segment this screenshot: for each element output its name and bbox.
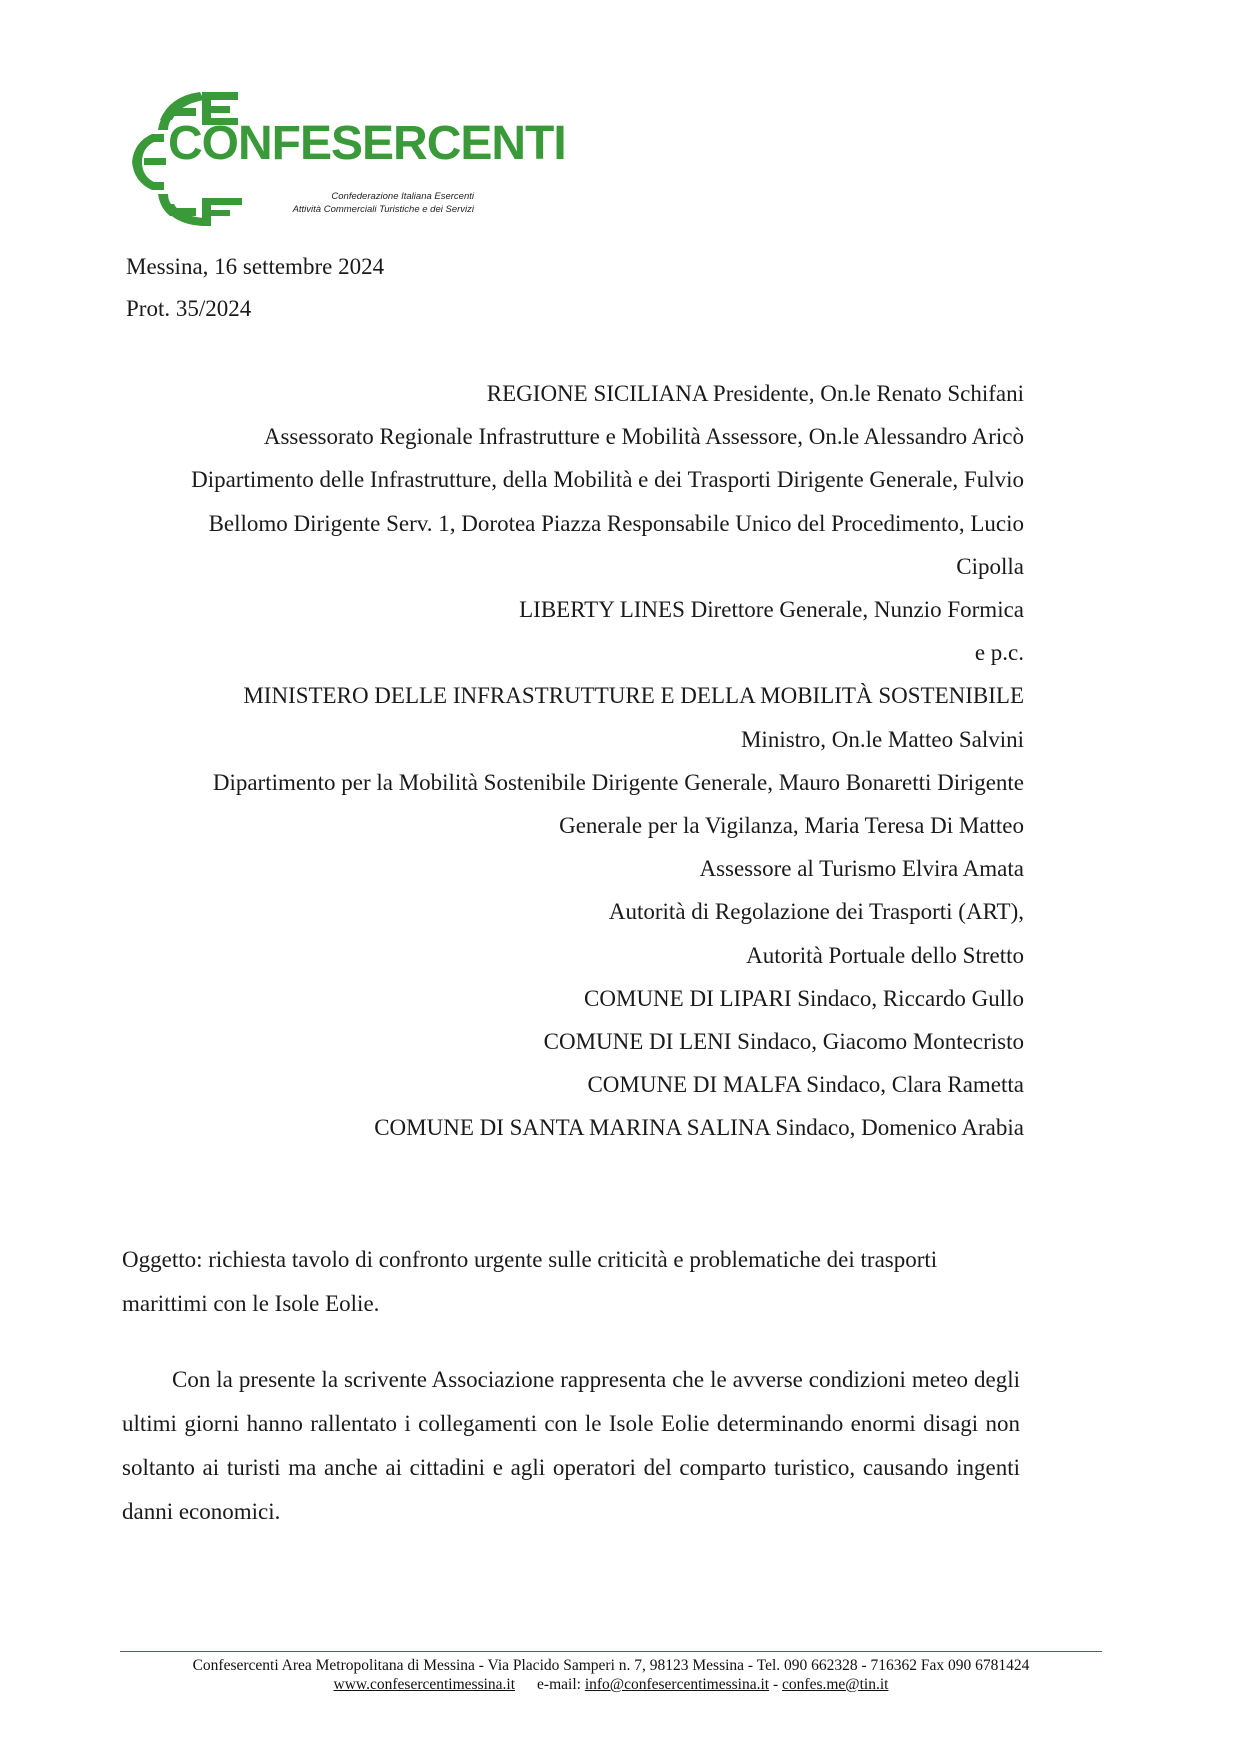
recipient-line: Ministro, On.le Matteo Salvini: [740, 726, 1024, 752]
recipient-line: COMUNE DI LENI Sindaco, Giacomo Montecristo: [543, 1029, 1024, 1055]
recipient-line: e p.c.: [974, 640, 1024, 666]
footer-address: Confesercenti Area Metropolitana di Messina - Via Placido Samperi n. 7, 98123 Messina - Tel. 090 662328 - 716362 Fax 090 6781424: [192, 1657, 1030, 1674]
recipient-line: COMUNE DI MALFA Sindaco, Clara Rametta: [587, 1072, 1024, 1098]
recipient-line: COMUNE DI LIPARI Sindaco, Riccardo Gullo: [584, 985, 1024, 1011]
email-separator: -: [773, 1676, 779, 1693]
recipient-line: Assessore al Turismo Elvira Amata: [699, 856, 1024, 882]
email-link-confes[interactable]: confes.me@tin.it: [782, 1676, 889, 1693]
recipient-line: Cipolla: [956, 553, 1024, 579]
recipient-line: Dipartimento per la Mobilità Sostenibile Dirigente Generale, Mauro Bonaretti Dirigente: [212, 769, 1024, 795]
letter-date: Messina, 16 settembre 2024: [126, 254, 385, 279]
email-link-info[interactable]: info@confesercentimessina.it: [584, 1676, 770, 1693]
letter-subject: Oggetto: richiesta tavolo di confronto urgente sulle criticità e problematiche dei trasporti marittimi con le Isole Eolie.: [122, 1247, 938, 1316]
recipient-line: Bellomo Dirigente Serv. 1, Dorotea Piazza Responsabile Unico del Procedimento, Lucio: [208, 510, 1024, 536]
recipient-line: Dipartimento delle Infrastrutture, della Mobilità e dei Trasporti Dirigente Generale, Fulvio: [191, 467, 1024, 493]
letter-header: [126, 246, 384, 330]
recipient-line: Autorità di Regolazione dei Trasporti (ART),: [608, 899, 1024, 925]
footer-divider: [120, 1651, 1102, 1652]
website-link[interactable]: www.confesercentimessina.it: [333, 1676, 516, 1693]
protocol-number: Prot. 35/2024: [126, 296, 252, 321]
recipient-line: Generale per la Vigilanza, Maria Teresa Di Matteo: [559, 813, 1024, 839]
email-label: e-mail:: [537, 1676, 581, 1693]
recipient-line: Autorità Portuale dello Stretto: [746, 942, 1024, 968]
recipients-block: [126, 372, 1024, 1150]
recipient-line: Assessorato Regionale Infrastrutture e Mobilità Assessore, On.le Alessandro Aricò: [263, 424, 1024, 450]
footer-contacts: [120, 1675, 1102, 1694]
logo-tagline-2: Attività Commerciali Turistiche e dei Servizi: [292, 204, 474, 215]
logo-tagline-1: Confederazione Italiana Esercenti: [331, 191, 474, 202]
logo-brand-name: CONFESERCENTI: [168, 117, 566, 170]
letter-body-paragraph: Con la presente la scrivente Associazione rappresenta che le avverse condizioni meteo degli ultimi giorni hanno rallentato i collegamenti con le Isole Eolie determinando enormi disagi non soltanto ai turisti ma anche ai cittadini e agli operatori del comparto turistico, causando ingenti danni economici.: [122, 1367, 1020, 1524]
recipient-line: COMUNE DI SANTA MARINA SALINA Sindaco, Domenico Arabia: [374, 1115, 1024, 1141]
letter-footer: [120, 1656, 1102, 1694]
recipient-line: LIBERTY LINES Direttore Generale, Nunzio Formica: [519, 597, 1024, 623]
recipient-line: REGIONE SICILIANA Presidente, On.le Renato Schifani: [486, 381, 1024, 406]
recipient-line: MINISTERO DELLE INFRASTRUTTURE E DELLA MOBILITÀ SOSTENIBILE: [243, 683, 1024, 709]
confesercenti-logo: [130, 86, 566, 226]
